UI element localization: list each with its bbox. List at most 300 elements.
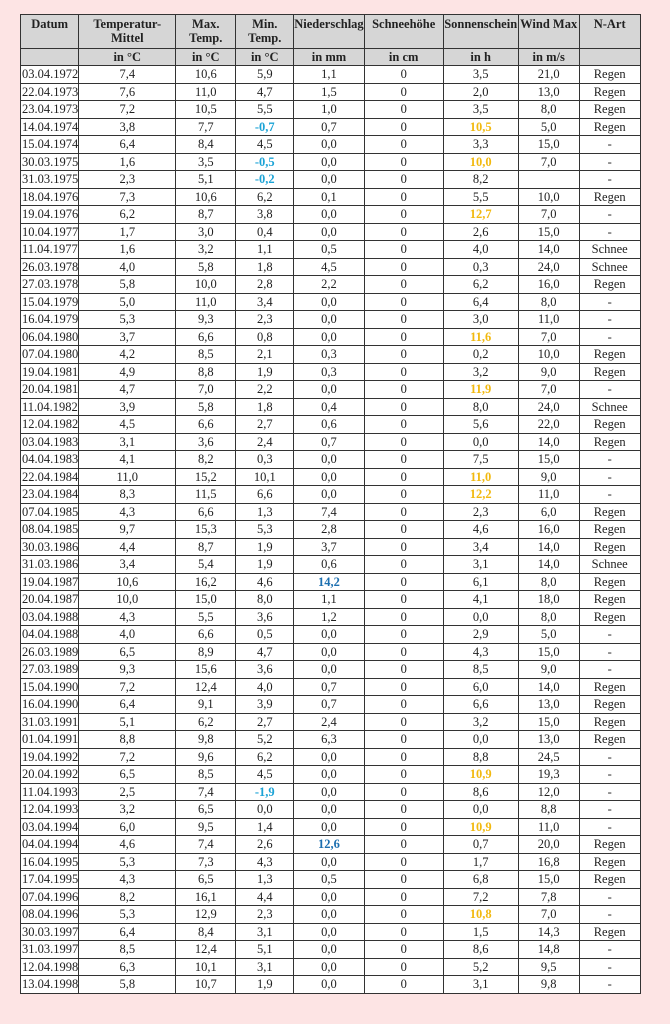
cell-snow-depth: 0 [364, 923, 443, 941]
cell-precipitation: 0,7 [294, 118, 364, 136]
cell-precipitation: 4,5 [294, 258, 364, 276]
table-row [21, 713, 641, 731]
cell-temp-max: 10,6 [176, 66, 236, 84]
cell-temp-min: 2,8 [236, 276, 294, 294]
table-row [21, 696, 641, 714]
cell-precip-type: Regen [579, 521, 640, 539]
table-row [21, 328, 641, 346]
cell-sunshine: 4,6 [443, 521, 518, 539]
cell-temp-mean: 6,3 [79, 958, 176, 976]
cell-precipitation: 0,0 [294, 468, 364, 486]
cell-temp-max: 5,8 [176, 258, 236, 276]
cell-snow-depth: 0 [364, 311, 443, 329]
cell-temp-min: 1,9 [236, 363, 294, 381]
cell-snow-depth: 0 [364, 748, 443, 766]
table-row [21, 66, 641, 84]
cell-date: 15.04.1990 [22, 679, 79, 694]
cell-precipitation: 1,5 [294, 83, 364, 101]
cell-precip-type: Regen [579, 66, 640, 84]
cell-temp-min: 1,3 [236, 503, 294, 521]
cell-precip-type: Regen [579, 188, 640, 206]
cell-date: 12.04.1993 [22, 802, 79, 816]
cell-temp-min: 2,2 [236, 381, 294, 399]
cell-temp-max: 6,6 [176, 328, 236, 346]
table-row [21, 538, 641, 556]
cell-temp-min: 1,8 [236, 398, 294, 416]
cell-wind-max: 10,0 [518, 188, 579, 206]
cell-precip-type: - [579, 976, 640, 994]
cell-precipitation: 2,4 [294, 713, 364, 731]
cell-wind-max: 8,0 [518, 101, 579, 119]
cell-precipitation: 2,8 [294, 521, 364, 539]
cell-sunshine: 10,5 [443, 118, 518, 136]
cell-precip-type: Regen [579, 101, 640, 119]
cell-precipitation: 0,0 [294, 293, 364, 311]
cell-temp-max: 11,5 [176, 486, 236, 504]
table-row [21, 591, 641, 609]
cell-date: 19.04.1976 [22, 207, 79, 221]
cell-snow-depth: 0 [364, 101, 443, 119]
header-n-art: N-Art [579, 15, 640, 49]
cell-temp-mean: 10,0 [79, 591, 176, 609]
cell-precipitation: 0,0 [294, 748, 364, 766]
cell-sunshine: 2,3 [443, 503, 518, 521]
table-row [21, 83, 641, 101]
unit-datum [21, 49, 79, 66]
cell-sunshine: 0,0 [443, 608, 518, 626]
cell-precip-type: Regen [579, 731, 640, 749]
cell-wind-max: 14,0 [518, 433, 579, 451]
cell-temp-mean: 7,6 [79, 83, 176, 101]
cell-precipitation: 0,0 [294, 206, 364, 224]
cell-sunshine: 3,4 [443, 538, 518, 556]
cell-date: 30.03.1975 [22, 154, 79, 169]
cell-temp-min: 4,7 [236, 83, 294, 101]
cell-snow-depth: 0 [364, 171, 443, 189]
cell-snow-depth: 0 [364, 433, 443, 451]
cell-wind-max: 16,0 [518, 276, 579, 294]
cell-precipitation: 0,0 [294, 906, 364, 924]
cell-temp-max: 16,2 [176, 573, 236, 591]
table-row [21, 748, 641, 766]
cell-date: 10.04.1977 [22, 224, 79, 239]
cell-temp-min: 1,1 [236, 241, 294, 259]
cell-date: 20.04.1987 [22, 592, 79, 606]
cell-precipitation: 0,0 [294, 136, 364, 154]
cell-precip-type: Schnee [579, 258, 640, 276]
table-row [21, 118, 641, 136]
cell-wind-max: 19,3 [518, 766, 579, 784]
cell-temp-mean: 4,3 [79, 871, 176, 889]
cell-temp-min: 6,2 [236, 748, 294, 766]
cell-sunshine: 8,0 [443, 398, 518, 416]
cell-sunshine: 8,8 [443, 748, 518, 766]
cell-wind-max: 20,0 [518, 836, 579, 854]
header-datum: Datum [21, 15, 79, 49]
cell-wind-max: 13,0 [518, 731, 579, 749]
cell-precip-type: - [579, 766, 640, 784]
cell-precip-type: - [579, 958, 640, 976]
cell-precip-type: - [579, 486, 640, 504]
table-row [21, 678, 641, 696]
table-row [21, 906, 641, 924]
cell-temp-mean: 6,5 [79, 643, 176, 661]
cell-temp-mean: 1,6 [79, 241, 176, 259]
cell-wind-max: 21,0 [518, 66, 579, 84]
cell-precip-type: - [579, 783, 640, 801]
cell-sunshine: 12,2 [443, 486, 518, 504]
cell-precipitation: 0,0 [294, 766, 364, 784]
cell-wind-max: 7,0 [518, 328, 579, 346]
table-row [21, 293, 641, 311]
cell-temp-min: 2,1 [236, 346, 294, 364]
cell-date: 03.04.1983 [22, 434, 79, 449]
cell-precip-type: - [579, 748, 640, 766]
cell-wind-max: 11,0 [518, 311, 579, 329]
cell-temp-min: 4,5 [236, 136, 294, 154]
cell-temp-min: -0,2 [236, 171, 294, 189]
cell-temp-max: 8,7 [176, 538, 236, 556]
cell-temp-max: 10,7 [176, 976, 236, 994]
table-row [21, 468, 641, 486]
cell-temp-min: 2,6 [236, 836, 294, 854]
cell-temp-mean: 4,7 [79, 381, 176, 399]
cell-temp-mean: 5,3 [79, 853, 176, 871]
cell-date: 31.03.1997 [22, 942, 79, 956]
cell-snow-depth: 0 [364, 661, 443, 679]
cell-temp-min: 2,7 [236, 713, 294, 731]
cell-temp-mean: 7,2 [79, 101, 176, 119]
cell-sunshine: 3,2 [443, 713, 518, 731]
cell-temp-max: 10,1 [176, 958, 236, 976]
cell-snow-depth: 0 [364, 486, 443, 504]
cell-temp-mean: 6,5 [79, 766, 176, 784]
cell-temp-max: 10,0 [176, 276, 236, 294]
cell-precipitation: 0,0 [294, 171, 364, 189]
cell-snow-depth: 0 [364, 503, 443, 521]
cell-sunshine: 4,1 [443, 591, 518, 609]
cell-snow-depth: 0 [364, 801, 443, 819]
cell-temp-min: 4,4 [236, 888, 294, 906]
cell-temp-max: 3,5 [176, 153, 236, 171]
cell-precipitation: 1,0 [294, 101, 364, 119]
cell-temp-max: 15,3 [176, 521, 236, 539]
cell-date: 01.04.1991 [22, 732, 79, 746]
cell-sunshine: 6,1 [443, 573, 518, 591]
cell-precipitation: 0,0 [294, 853, 364, 871]
cell-temp-mean: 4,2 [79, 346, 176, 364]
cell-temp-max: 8,7 [176, 206, 236, 224]
cell-precip-type: Regen [579, 678, 640, 696]
cell-date: 08.04.1985 [22, 522, 79, 536]
cell-temp-max: 6,2 [176, 713, 236, 731]
cell-sunshine: 10,9 [443, 766, 518, 784]
cell-temp-min: 0,3 [236, 451, 294, 469]
weather-table-container [20, 14, 641, 994]
cell-temp-min: 1,8 [236, 258, 294, 276]
cell-precipitation: 0,0 [294, 661, 364, 679]
cell-date: 11.04.1993 [22, 784, 78, 799]
cell-temp-min: 6,2 [236, 188, 294, 206]
cell-temp-max: 16,1 [176, 888, 236, 906]
table-row [21, 346, 641, 364]
cell-snow-depth: 0 [364, 906, 443, 924]
cell-temp-min: 1,9 [236, 556, 294, 574]
cell-snow-depth: 0 [364, 941, 443, 959]
cell-sunshine: 2,0 [443, 83, 518, 101]
cell-wind-max: 11,0 [518, 818, 579, 836]
cell-temp-mean: 8,3 [79, 486, 176, 504]
cell-wind-max: 15,0 [518, 643, 579, 661]
cell-wind-max: 8,8 [518, 801, 579, 819]
cell-precip-type: - [579, 906, 640, 924]
cell-precip-type: - [579, 381, 640, 399]
cell-date: 19.04.1992 [22, 749, 79, 764]
table-row [21, 871, 641, 889]
cell-wind-max: 12,0 [518, 783, 579, 801]
cell-sunshine: 8,5 [443, 661, 518, 679]
cell-wind-max: 14,0 [518, 678, 579, 696]
cell-sunshine: 0,0 [443, 433, 518, 451]
cell-snow-depth: 0 [364, 468, 443, 486]
cell-date: 19.04.1987 [22, 574, 79, 589]
cell-date: 16.04.1995 [22, 854, 79, 869]
cell-precip-type: Schnee [579, 241, 640, 259]
cell-temp-min: 1,3 [236, 871, 294, 889]
cell-temp-max: 5,4 [176, 556, 236, 574]
cell-temp-mean: 7,4 [79, 66, 176, 84]
cell-temp-max: 12,4 [176, 678, 236, 696]
cell-temp-min: 1,9 [236, 538, 294, 556]
table-row [21, 311, 641, 329]
cell-temp-mean: 8,8 [79, 731, 176, 749]
cell-sunshine: 0,2 [443, 346, 518, 364]
unit-max-temp: in °C [176, 49, 236, 66]
cell-temp-mean: 6,4 [79, 136, 176, 154]
cell-wind-max: 7,8 [518, 888, 579, 906]
cell-wind-max: 14,8 [518, 941, 579, 959]
cell-snow-depth: 0 [364, 853, 443, 871]
cell-snow-depth: 0 [364, 136, 443, 154]
table-row [21, 923, 641, 941]
cell-temp-max: 3,0 [176, 223, 236, 241]
cell-sunshine: 1,7 [443, 853, 518, 871]
cell-precip-type: - [579, 626, 640, 644]
cell-wind-max: 7,0 [518, 381, 579, 399]
cell-wind-max: 7,0 [518, 206, 579, 224]
cell-snow-depth: 0 [364, 731, 443, 749]
cell-temp-min: 3,6 [236, 608, 294, 626]
unit-schneehoehe: in cm [364, 49, 443, 66]
cell-sunshine: 3,1 [443, 556, 518, 574]
cell-temp-mean: 8,5 [79, 941, 176, 959]
header-min-temp: Min. Temp. [236, 15, 294, 49]
cell-temp-mean: 1,7 [79, 223, 176, 241]
cell-sunshine: 6,8 [443, 871, 518, 889]
unit-min-temp: in °C [236, 49, 294, 66]
cell-temp-mean: 6,0 [79, 818, 176, 836]
cell-temp-min: 5,1 [236, 941, 294, 959]
cell-precip-type: - [579, 468, 640, 486]
cell-date: 22.04.1973 [22, 84, 79, 99]
cell-precip-type: Regen [579, 836, 640, 854]
cell-temp-mean: 9,3 [79, 661, 176, 679]
cell-sunshine: 11,0 [443, 468, 518, 486]
cell-wind-max: 7,0 [518, 153, 579, 171]
cell-sunshine: 7,5 [443, 451, 518, 469]
cell-snow-depth: 0 [364, 958, 443, 976]
table-row [21, 643, 641, 661]
cell-temp-mean: 4,9 [79, 363, 176, 381]
cell-temp-max: 6,5 [176, 801, 236, 819]
cell-sunshine: 11,9 [443, 381, 518, 399]
cell-date: 27.03.1978 [22, 277, 79, 291]
table-row [21, 958, 641, 976]
cell-precip-type: - [579, 328, 640, 346]
cell-date: 17.04.1995 [22, 872, 79, 886]
cell-temp-max: 11,0 [176, 83, 236, 101]
cell-sunshine: 0,0 [443, 731, 518, 749]
cell-snow-depth: 0 [364, 626, 443, 644]
unit-wind-max: in m/s [518, 49, 579, 66]
cell-sunshine: 4,3 [443, 643, 518, 661]
cell-precip-type: - [579, 223, 640, 241]
cell-sunshine: 6,2 [443, 276, 518, 294]
cell-temp-mean: 2,5 [79, 783, 176, 801]
cell-sunshine: 8,6 [443, 941, 518, 959]
cell-date: 31.03.1986 [22, 557, 79, 571]
cell-temp-max: 9,5 [176, 818, 236, 836]
cell-snow-depth: 0 [364, 363, 443, 381]
cell-temp-min: 4,3 [236, 853, 294, 871]
cell-temp-mean: 7,2 [79, 678, 176, 696]
cell-sunshine: 6,0 [443, 678, 518, 696]
cell-wind-max: 8,0 [518, 608, 579, 626]
table-row [21, 521, 641, 539]
table-row [21, 486, 641, 504]
cell-date: 18.04.1976 [22, 189, 79, 204]
cell-temp-max: 15,2 [176, 468, 236, 486]
cell-sunshine: 2,6 [443, 223, 518, 241]
cell-temp-min: 0,8 [236, 328, 294, 346]
cell-wind-max: 7,0 [518, 906, 579, 924]
cell-snow-depth: 0 [364, 328, 443, 346]
cell-temp-mean: 11,0 [79, 468, 176, 486]
cell-precip-type: - [579, 206, 640, 224]
cell-temp-max: 8,8 [176, 363, 236, 381]
cell-temp-mean: 3,7 [79, 328, 176, 346]
cell-temp-min: 5,9 [236, 66, 294, 84]
cell-precip-type: Regen [579, 416, 640, 434]
cell-snow-depth: 0 [364, 118, 443, 136]
cell-temp-max: 12,9 [176, 906, 236, 924]
cell-temp-max: 10,5 [176, 101, 236, 119]
cell-wind-max: 15,0 [518, 871, 579, 889]
cell-date: 15.04.1979 [22, 294, 79, 309]
cell-temp-max: 9,1 [176, 696, 236, 714]
cell-date: 26.03.1989 [22, 644, 79, 659]
cell-precipitation: 0,0 [294, 958, 364, 976]
cell-date: 31.03.1991 [22, 714, 79, 729]
cell-temp-max: 7,0 [176, 381, 236, 399]
cell-wind-max: 9,0 [518, 468, 579, 486]
cell-snow-depth: 0 [364, 836, 443, 854]
cell-sunshine: 11,6 [443, 328, 518, 346]
cell-wind-max: 24,0 [518, 258, 579, 276]
cell-temp-max: 6,6 [176, 416, 236, 434]
cell-precip-type: - [579, 153, 640, 171]
cell-temp-min: 3,1 [236, 923, 294, 941]
cell-precip-type: Regen [579, 573, 640, 591]
cell-temp-max: 3,2 [176, 241, 236, 259]
cell-precipitation: 0,7 [294, 696, 364, 714]
table-row [21, 433, 641, 451]
header-schneehoehe: Schneehöhe [364, 15, 443, 49]
table-row [21, 451, 641, 469]
cell-snow-depth: 0 [364, 398, 443, 416]
cell-precip-type: Regen [579, 591, 640, 609]
cell-precipitation: 0,0 [294, 486, 364, 504]
cell-precip-type: - [579, 311, 640, 329]
cell-temp-min: 3,6 [236, 661, 294, 679]
cell-temp-mean: 3,4 [79, 556, 176, 574]
cell-precip-type: Regen [579, 118, 640, 136]
table-row [21, 941, 641, 959]
cell-temp-max: 5,5 [176, 608, 236, 626]
cell-snow-depth: 0 [364, 521, 443, 539]
cell-temp-mean: 2,3 [79, 171, 176, 189]
cell-snow-depth: 0 [364, 293, 443, 311]
table-row [21, 171, 641, 189]
cell-snow-depth: 0 [364, 66, 443, 84]
cell-temp-min: 3,9 [236, 696, 294, 714]
header-sonnenschein: Sonnenschein [443, 15, 518, 49]
table-row [21, 363, 641, 381]
cell-precipitation: 3,7 [294, 538, 364, 556]
cell-snow-depth: 0 [364, 783, 443, 801]
cell-snow-depth: 0 [364, 381, 443, 399]
cell-temp-mean: 7,2 [79, 748, 176, 766]
cell-precip-type: Regen [579, 363, 640, 381]
cell-temp-min: 0,0 [236, 801, 294, 819]
cell-date: 12.04.1998 [22, 959, 79, 974]
cell-temp-max: 8,2 [176, 451, 236, 469]
cell-temp-mean: 4,6 [79, 836, 176, 854]
cell-temp-min: 6,6 [236, 486, 294, 504]
cell-temp-min: 4,6 [236, 573, 294, 591]
cell-date: 11.04.1977 [22, 242, 78, 256]
table-row [21, 626, 641, 644]
cell-temp-max: 11,0 [176, 293, 236, 311]
cell-temp-max: 15,6 [176, 661, 236, 679]
cell-date: 04.04.1994 [22, 837, 79, 851]
cell-temp-mean: 3,8 [79, 118, 176, 136]
cell-temp-min: 1,4 [236, 818, 294, 836]
cell-sunshine: 3,5 [443, 66, 518, 84]
cell-snow-depth: 0 [364, 591, 443, 609]
table-row [21, 836, 641, 854]
cell-precip-type: Regen [579, 871, 640, 889]
cell-temp-min: 4,0 [236, 678, 294, 696]
cell-precipitation: 0,0 [294, 153, 364, 171]
cell-precip-type: - [579, 941, 640, 959]
cell-snow-depth: 0 [364, 766, 443, 784]
cell-precipitation: 0,7 [294, 433, 364, 451]
cell-temp-max: 3,6 [176, 433, 236, 451]
cell-sunshine: 6,6 [443, 696, 518, 714]
cell-temp-max: 7,4 [176, 783, 236, 801]
cell-temp-mean: 4,3 [79, 503, 176, 521]
